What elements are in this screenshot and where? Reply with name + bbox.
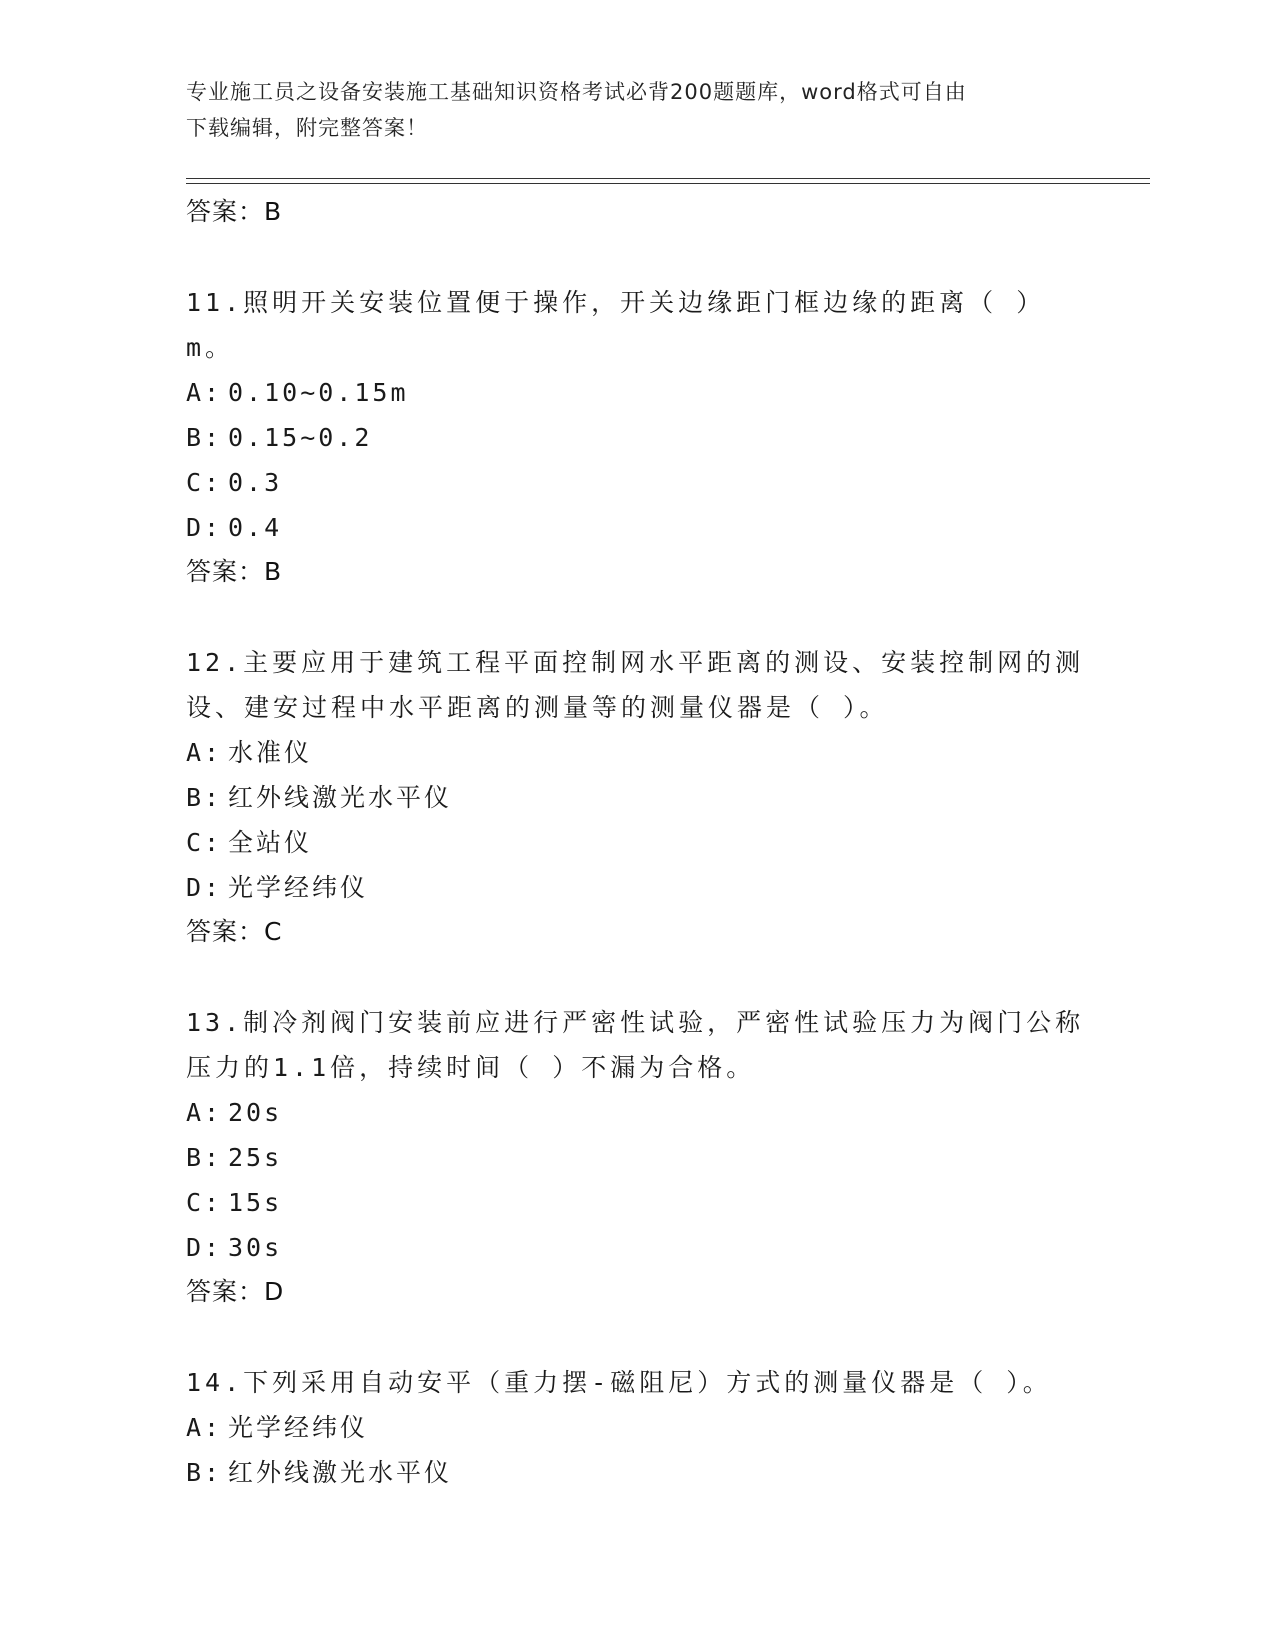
option-text: 0.15~0.2: [228, 423, 373, 452]
option-c: [186, 820, 1086, 865]
option-letter: D:: [186, 1233, 223, 1262]
option-letter: C:: [186, 468, 223, 497]
question-text: 14.下列采用自动安平（重力摆-磁阻尼）方式的测量仪器是（ ）。: [186, 1368, 1052, 1397]
option-text: 水准仪: [228, 738, 313, 767]
option-letter: B:: [186, 1143, 223, 1172]
option-d: [186, 1225, 1086, 1270]
option-letter: A:: [186, 1098, 223, 1127]
header-line-2: 下载编辑，附完整答案！: [186, 116, 428, 140]
question-list: [186, 190, 1086, 1495]
question-block: [186, 280, 1086, 594]
option-text: 光学经纬仪: [228, 1413, 369, 1442]
question-text: 11.照明开关安装位置便于操作，开关边缘距门框边缘的距离（ ）m。: [186, 288, 1046, 362]
option-a: [186, 370, 1086, 415]
option-c: [186, 1180, 1086, 1225]
option-d: [186, 505, 1086, 550]
header-divider-top: [186, 178, 1150, 179]
document-header: [186, 74, 1066, 146]
answer-line: 答案：B: [186, 557, 283, 586]
option-a: [186, 730, 1086, 775]
option-letter: A:: [186, 1413, 223, 1442]
option-text: 红外线激光水平仪: [228, 1458, 453, 1487]
option-letter: B:: [186, 423, 223, 452]
option-b: [186, 1135, 1086, 1180]
option-text: 0.3: [228, 468, 283, 497]
header-divider-bottom: [186, 183, 1150, 184]
option-text: 光学经纬仪: [228, 873, 369, 902]
option-letter: A:: [186, 378, 223, 407]
option-text: 15s: [228, 1188, 283, 1217]
option-text: 全站仪: [228, 828, 313, 857]
option-letter: C:: [186, 828, 223, 857]
option-letter: B:: [186, 783, 223, 812]
question-block: [186, 1360, 1086, 1495]
option-d: [186, 865, 1086, 910]
option-letter: B:: [186, 1458, 223, 1487]
question-block: [186, 1000, 1086, 1314]
option-text: 红外线激光水平仪: [228, 783, 453, 812]
option-b: [186, 415, 1086, 460]
option-b: [186, 1450, 1086, 1495]
previous-answer: 答案：B: [186, 197, 283, 226]
question-text: 13.制冷剂阀门安装前应进行严密性试验，严密性试验压力为阀门公称压力的1.1倍，持续时间（ ）不漏为合格。: [186, 1008, 1085, 1082]
option-letter: A:: [186, 738, 223, 767]
header-line-1: 专业施工员之设备安装施工基础知识资格考试必背200题题库，word格式可自由: [186, 80, 967, 104]
question-block: [186, 640, 1086, 954]
option-letter: D:: [186, 513, 223, 542]
question-text: 12.主要应用于建筑工程平面控制网水平距离的测设、安装控制网的测设、建安过程中水平距离的测量等的测量仪器是（ ）。: [186, 648, 1085, 722]
option-a: [186, 1405, 1086, 1450]
option-text: 30s: [228, 1233, 283, 1262]
option-b: [186, 775, 1086, 820]
option-text: 0.4: [228, 513, 283, 542]
option-c: [186, 460, 1086, 505]
option-a: [186, 1090, 1086, 1135]
answer-line: 答案：D: [186, 1277, 285, 1306]
option-text: 20s: [228, 1098, 283, 1127]
answer-line: 答案：C: [186, 917, 283, 946]
option-text: 25s: [228, 1143, 283, 1172]
option-letter: C:: [186, 1188, 223, 1217]
option-letter: D:: [186, 873, 223, 902]
option-text: 0.10~0.15m: [228, 378, 409, 407]
